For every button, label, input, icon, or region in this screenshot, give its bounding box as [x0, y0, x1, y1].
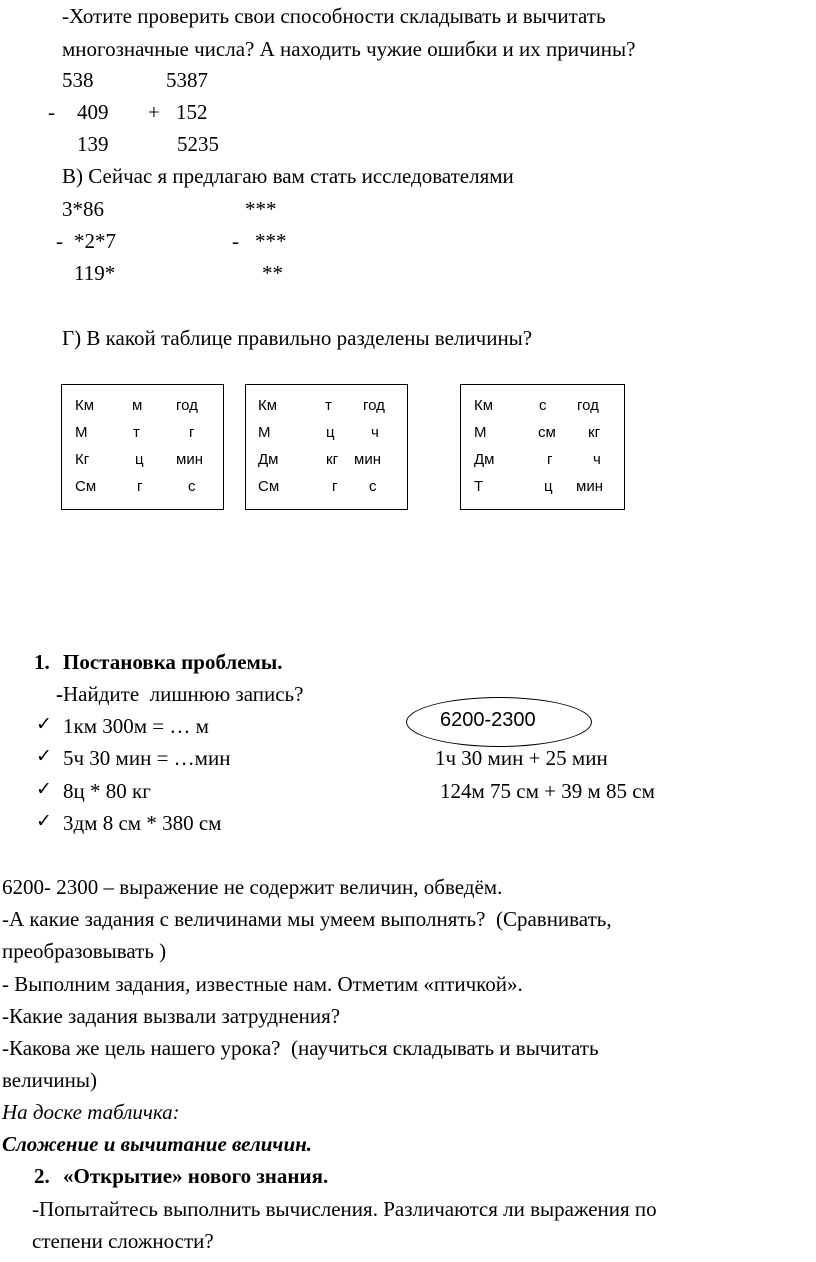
arith-a2: 5387	[166, 68, 208, 92]
task-item-4: 3дм 8 см * 380 см	[63, 811, 222, 835]
right-item-2: 124м 75 см + 39 м 85 см	[440, 779, 655, 803]
body-paragraph: 6200- 2300 – выражение не содержит величин, обведём.	[2, 875, 503, 899]
table-cell: Т	[474, 478, 484, 495]
table-cell: г	[547, 451, 553, 468]
problem-heading: Постановка проблемы.	[63, 650, 283, 674]
arith-op2: +	[148, 100, 160, 124]
task-item-1: 1км 300м = … м	[63, 714, 209, 738]
table-cell: с	[539, 397, 547, 414]
arith-op1: -	[48, 100, 55, 124]
table-cell: т	[325, 397, 332, 414]
arith-a1: 538	[62, 68, 94, 92]
body-paragraph: преобразовывать )	[2, 939, 167, 963]
body-paragraph: величины)	[2, 1068, 97, 1092]
table-cell: г	[189, 424, 195, 441]
body-paragraph: -Какова же цель нашего урока? (научиться складывать и вычитать	[2, 1036, 599, 1060]
table-cell: мин	[354, 451, 381, 468]
arith-b1: 409	[77, 100, 109, 124]
table-cell: См	[75, 478, 97, 495]
body-paragraph: -Какие задания вызвали затруднения?	[2, 1004, 341, 1028]
table-cell: год	[176, 397, 198, 414]
task-item-3: 8ц * 80 кг	[63, 779, 151, 803]
table-cell: Км	[258, 397, 278, 414]
board-title: Сложение и вычитание величин.	[2, 1132, 313, 1156]
puzzle-c2: **	[262, 261, 283, 285]
body-paragraph: -А какие задания с величинами мы умеем выполнять? (Сравнивать,	[2, 907, 612, 931]
table-cell: Км	[75, 397, 95, 414]
table-cell: Дм	[474, 451, 495, 468]
section-b-text: В) Сейчас я предлагаю вам стать исследователями	[62, 164, 514, 188]
arith-c2: 5235	[177, 132, 219, 156]
board-note: На доске табличка:	[2, 1100, 180, 1124]
checkmark-icon: ✓	[36, 713, 52, 735]
puzzle-op2: -	[232, 229, 239, 253]
arith-b2: 152	[176, 100, 208, 124]
table-cell: г	[137, 478, 143, 495]
table-cell: т	[133, 424, 140, 441]
problem-prompt-dash: -	[56, 682, 63, 706]
puzzle-b1: *2*7	[74, 229, 116, 253]
table-cell: ч	[593, 451, 601, 468]
table-cell: год	[577, 397, 599, 414]
discovery-line-2: степени сложности?	[32, 1229, 214, 1253]
table-cell: М	[258, 424, 271, 441]
table-cell: Км	[474, 397, 494, 414]
checkmark-icon: ✓	[36, 810, 52, 832]
table-cell: см	[538, 424, 556, 441]
circled-expression-text: 6200-2300	[440, 709, 536, 731]
table-cell: ч	[371, 424, 379, 441]
discovery-number: 2.	[34, 1164, 50, 1188]
table-cell: год	[363, 397, 385, 414]
problem-prompt: Найдите лишнюю запись?	[63, 682, 304, 706]
checkmark-icon: ✓	[36, 745, 52, 767]
table-cell: М	[474, 424, 487, 441]
table-cell: кг	[326, 451, 339, 468]
units-table-2	[245, 384, 408, 510]
table-cell: Дм	[258, 451, 279, 468]
table-cell: с	[188, 478, 196, 495]
table-cell: г	[332, 478, 338, 495]
table-cell: ц	[544, 478, 553, 495]
body-paragraph: - Выполним задания, известные нам. Отметим «птичкой».	[2, 972, 523, 996]
arith-c1: 139	[77, 132, 109, 156]
table-cell: ц	[326, 424, 335, 441]
table-cell: ц	[135, 451, 144, 468]
table-cell: М	[75, 424, 88, 441]
intro-line-1: -Хотите проверить свои способности складывать и вычитать	[62, 4, 606, 28]
units-table-3	[460, 384, 625, 510]
intro-line-2: многозначные числа? А находить чужие ошибки и их причины?	[62, 37, 636, 61]
task-item-2: 5ч 30 мин = …мин	[63, 746, 231, 770]
puzzle-c1: 119*	[74, 261, 116, 285]
puzzle-a1: 3*86	[62, 197, 104, 221]
table-cell: кг	[588, 424, 601, 441]
discovery-line-1: -Попытайтесь выполнить вычисления. Различаются ли выражения по	[32, 1197, 657, 1221]
table-cell: См	[258, 478, 280, 495]
checkmark-icon: ✓	[36, 778, 52, 800]
puzzle-op1: -	[56, 229, 63, 253]
puzzle-b2: ***	[255, 229, 287, 253]
table-cell: мин	[176, 451, 203, 468]
section-g-text: Г) В какой таблице правильно разделены величины?	[62, 326, 533, 350]
puzzle-a2: ***	[245, 197, 277, 221]
right-item-1: 1ч 30 мин + 25 мин	[435, 746, 608, 770]
table-cell: м	[132, 397, 143, 414]
units-table-1	[61, 384, 224, 510]
problem-number: 1.	[34, 650, 50, 674]
table-cell: Кг	[75, 451, 90, 468]
table-cell: с	[369, 478, 377, 495]
table-cell: мин	[576, 478, 603, 495]
discovery-heading: «Открытие» нового знания.	[63, 1164, 329, 1188]
